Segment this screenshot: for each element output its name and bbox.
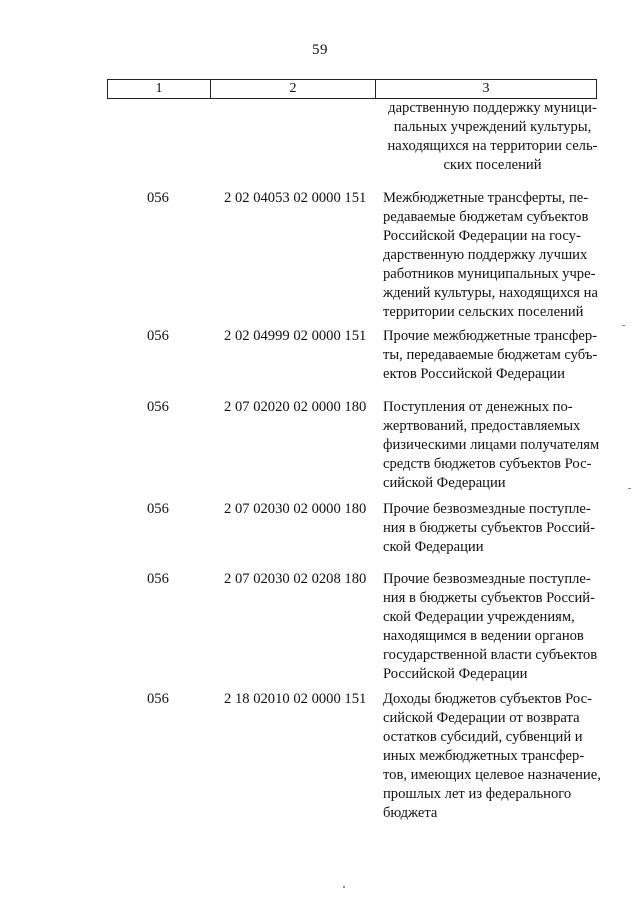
description-line: ской Федерации <box>383 539 484 555</box>
continued-line: пальных учреждений культуры, <box>393 119 592 135</box>
admin-code: 056 <box>147 399 169 415</box>
budget-code: 2 18 02010 02 0000 151 <box>224 691 367 707</box>
description-line: Прочие межбюджетные трансфер- <box>383 328 598 344</box>
description-line: физическими лицами получателям <box>383 437 600 453</box>
description-line: Прочие безвозмездные поступле- <box>383 501 591 517</box>
description-line: тов, имеющих целевое назначение, <box>383 767 601 783</box>
admin-code: 056 <box>147 691 169 707</box>
description-line: редаваемые бюджетам субъектов <box>383 209 589 225</box>
description-line: Российской Федерации на госу- <box>383 228 581 244</box>
description-line: иных межбюджетных трансфер- <box>383 748 585 764</box>
header-col-2: 2 <box>211 80 376 98</box>
header-col-1: 1 <box>108 80 211 98</box>
description-line: территории сельских поселений <box>383 304 584 320</box>
continued-line: дарственную поддержку муници- <box>388 100 597 116</box>
description-line: остатков субсидий, субвенций и <box>383 729 583 745</box>
admin-code: 056 <box>147 501 169 517</box>
description-line: Поступления от денежных по- <box>383 399 573 415</box>
description-line: жертвований, предоставляемых <box>383 418 581 434</box>
description-line: государственной власти субъектов <box>383 647 598 663</box>
description-line: работников муниципальных учре- <box>383 266 596 282</box>
description-line: находящимся в ведении органов <box>383 628 584 644</box>
continued-line: находящихся на территории сель- <box>387 138 598 154</box>
description-line: Межбюджетные трансферты, пе- <box>383 190 589 206</box>
budget-code: 2 07 02030 02 0000 180 <box>224 501 367 517</box>
budget-code: 2 02 04053 02 0000 151 <box>224 190 367 206</box>
scan-speck <box>622 325 625 326</box>
description-line: прошлых лет из федерального <box>383 786 572 802</box>
admin-code: 056 <box>147 571 169 587</box>
description-line: ской Федерации учреждениям, <box>383 609 575 625</box>
budget-code: 2 07 02030 02 0208 180 <box>224 571 367 587</box>
description-line: сийской Федерации <box>383 475 506 491</box>
page-number: 59 <box>312 42 328 58</box>
description-line: ектов Российской Федерации <box>383 366 565 382</box>
description-line: Прочие безвозмездные поступле- <box>383 571 591 587</box>
budget-code: 2 07 02020 02 0000 180 <box>224 399 367 415</box>
admin-code: 056 <box>147 190 169 206</box>
header-col-3: 3 <box>482 81 490 96</box>
budget-code: 2 02 04999 02 0000 151 <box>224 328 367 344</box>
description-line: сийской Федерации от возврата <box>383 710 580 726</box>
row-description <box>383 500 608 557</box>
description-line: ния в бюджеты субъектов Россий- <box>383 590 595 606</box>
row-description <box>383 690 608 823</box>
row-description <box>383 327 608 384</box>
row-description <box>383 189 608 322</box>
row-description <box>383 570 608 684</box>
description-line: средств бюджетов субъектов Рос- <box>383 456 592 472</box>
description-line: ния в бюджеты субъектов Россий- <box>383 520 595 536</box>
description-line: ждений культуры, находящихся на <box>383 285 598 301</box>
table-header <box>107 79 597 99</box>
continued-description <box>380 99 605 175</box>
admin-code: 056 <box>147 328 169 344</box>
description-line: Российской Федерации <box>383 666 528 682</box>
continued-line: ских поселений <box>443 157 542 173</box>
description-line: ты, передаваемые бюджетам субъ- <box>383 347 598 363</box>
scan-speck <box>343 886 345 888</box>
description-line: дарственную поддержку лучших <box>383 247 588 263</box>
description-line: Доходы бюджетов субъектов Рос- <box>383 691 592 707</box>
description-line: бюджета <box>383 805 438 821</box>
row-description <box>383 398 608 493</box>
scan-speck <box>628 488 631 489</box>
